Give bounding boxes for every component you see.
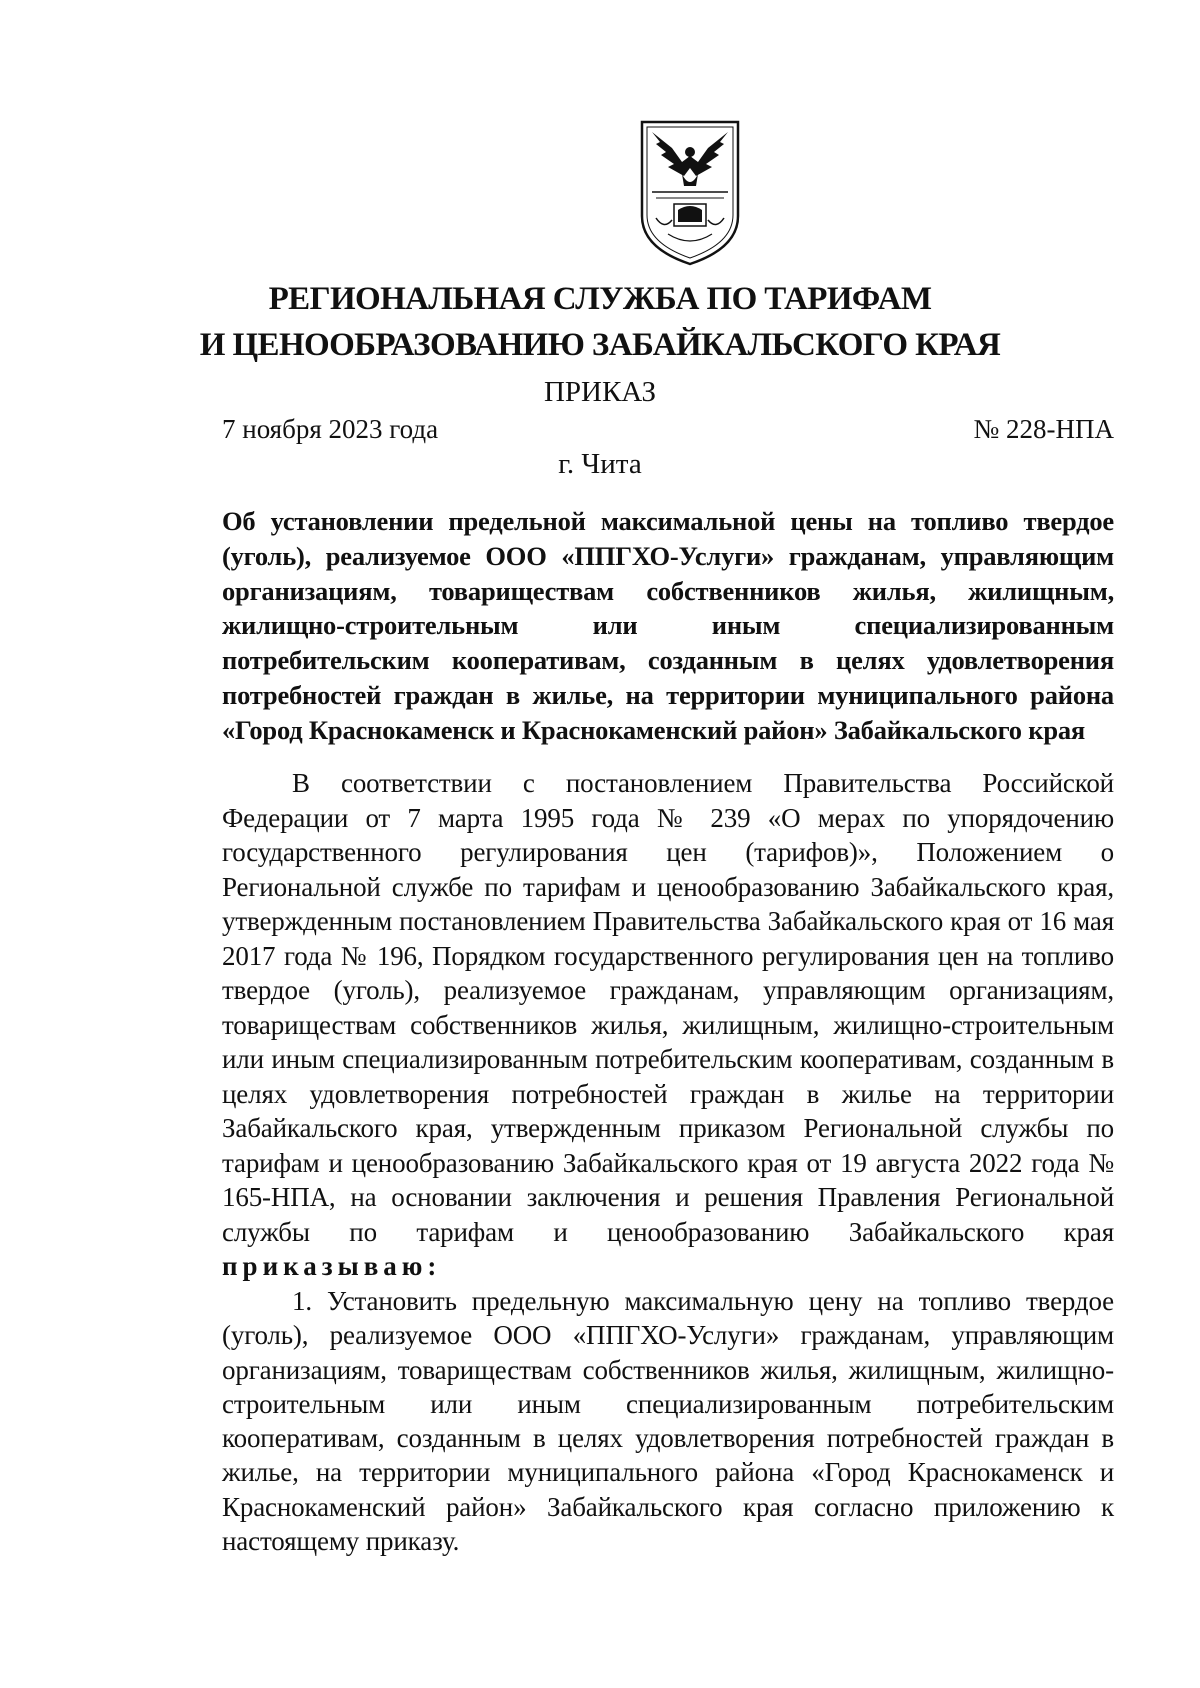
organization-title-line-1: РЕГИОНАЛЬНАЯ СЛУЖБА ПО ТАРИФАМ (268, 281, 932, 317)
clause-1 (222, 1284, 1114, 1558)
organization-title (0, 276, 1200, 368)
document-number: № 228-НПА (973, 414, 1114, 444)
clause-1-text: 1. Установить предельную максимальную цену на топливо твердое (уголь), реализуемое ООО «ППГХО-Услуги» гражданам, управляющим организациям, товариществам собственников жилья, жилищным, жилищно-строительным или иным специализированным потребительским кооперативам, созданным в целях удовлетворения потребностей граждан в жилье, на территории муниципального района «Город Краснокаменск и Краснокаменский район» Забайкальского края согласно приложению к настоящему приказу. (222, 1286, 1114, 1557)
document-subject: Об установлении предельной максимальной цены на топливо твердое (уголь), реализуемое ООО «ППГХО-Услуги» гражданам, управляющим организациям, товариществам собственников жилья, жилищным, жилищно-строительным или иным специализированным потребительским кооперативам, созданным в целях удовлетворения потребностей граждан в жилье, на территории муниципального района «Город Краснокаменск и Краснокаменский район» Забайкальского края (222, 506, 1114, 745)
order-word: приказываю: (222, 1251, 442, 1281)
document-city: г. Чита (558, 448, 642, 480)
coat-of-arms-emblem (638, 118, 742, 268)
document-date: 7 ноября 2023 года (222, 414, 439, 444)
preamble-text: В соответствии с постановлением Правительства Российской Федерации от 7 марта 1995 года № 239 «О мерах по упорядочению государственного регулирования цен (тарифов)», Положением о Региональной службе по тарифам и ценообразованию Забайкальского края, утвержденным постановлением Правительства Забайкальского края от 16 мая 2017 года № 196, Порядком государственного регулирования цен на топливо твердое (уголь), реализуемое гражданам, управляющим организациям, товариществам собственников жилья, жилищным, жилищно-строительным или иным специализированным потребительским кооперативам, созданным в целях удовлетворения потребностей граждан в жилье на территории Забайкальского края, утвержденным приказом Региональной службы по тарифам и ценообразованию Забайкальского края от 19 августа 2022 года № 165-НПА, на основании заключения и решения Правления Региональной службы по тарифам и ценообразованию Забайкальского края (222, 768, 1114, 1247)
document-type: ПРИКАЗ (543, 376, 657, 408)
organization-title-line-2: И ЦЕНООБРАЗОВАНИЮ ЗАБАЙКАЛЬСКОГО КРАЯ (199, 327, 1001, 363)
preamble-paragraph (222, 766, 1114, 1284)
